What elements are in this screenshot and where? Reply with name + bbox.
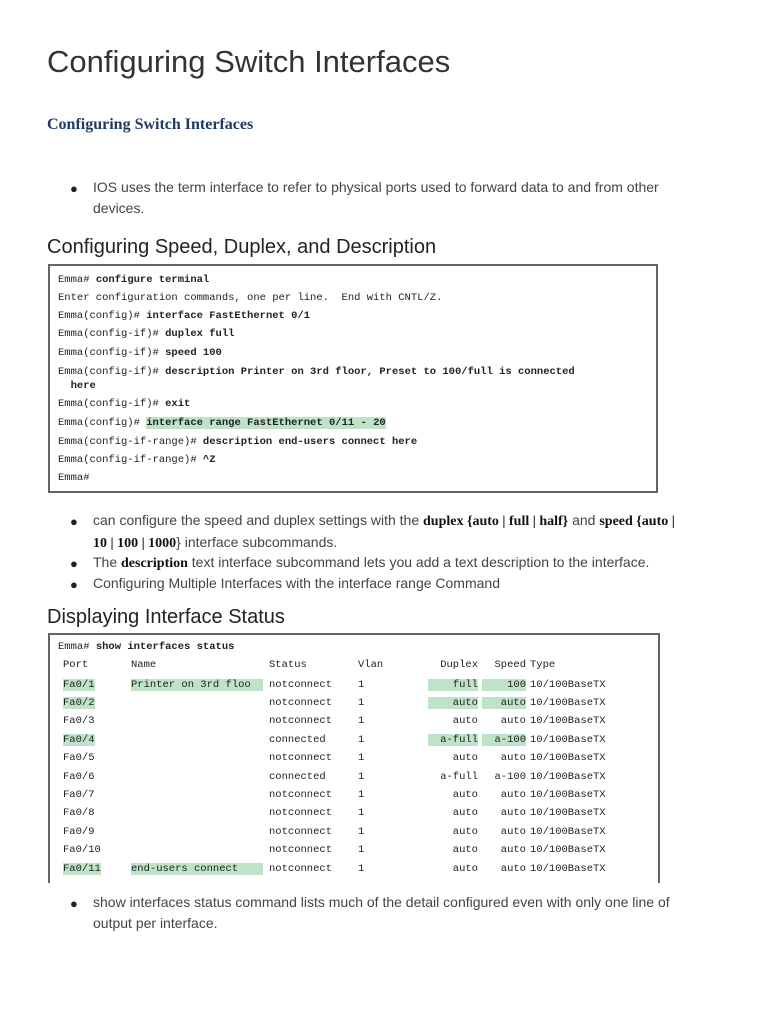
cli-command: here: [58, 380, 96, 392]
show-command-line: [58, 641, 234, 653]
highlighted-command: interface range FastEthernet 0/11 - 20: [146, 417, 386, 429]
speed-cell: a-100: [494, 771, 526, 783]
vlan-cell: 1: [358, 715, 365, 727]
bullet-dot: ●: [70, 514, 78, 529]
config-line: [58, 380, 96, 392]
vlan-cell: 1: [358, 771, 365, 783]
status-cell: notconnect: [269, 844, 333, 856]
column-header: Speed: [494, 659, 526, 671]
bullet-interface-range-text: Configuring Multiple Interfaces with the interface range Command: [93, 575, 500, 591]
vlan-cell: 1: [358, 679, 365, 691]
duplex-cell: a-full: [440, 771, 478, 783]
bullet-dot: ●: [70, 577, 78, 592]
vlan-cell: 1: [358, 807, 365, 819]
cli-prompt: Emma(config-if-range)#: [58, 436, 197, 448]
cli-prompt: Emma(config-if)#: [58, 328, 159, 340]
port-cell: Fa0/11: [63, 863, 101, 875]
column-header: Vlan: [358, 659, 384, 671]
cli-prompt: Emma(config)#: [58, 310, 140, 322]
duplex-cell: auto: [428, 697, 478, 709]
duplex-cell: a-full: [428, 734, 478, 746]
type-cell: 10/100BaseTX: [530, 789, 606, 801]
type-cell: 10/100BaseTX: [530, 771, 606, 783]
bullet-dot: ●: [70, 556, 78, 571]
type-cell: 10/100BaseTX: [530, 679, 606, 691]
duplex-cell: auto: [452, 844, 478, 856]
status-cell: notconnect: [269, 826, 333, 838]
config-line: [58, 454, 216, 466]
port-cell: Fa0/6: [63, 771, 95, 783]
cli-command: show interfaces status: [89, 641, 235, 653]
speed-values: 10 | 100 | 1000: [93, 536, 177, 551]
vlan-cell: 1: [358, 734, 365, 746]
vlan-cell: 1: [358, 789, 365, 801]
config-line: [58, 328, 234, 340]
name-cell: end-users connect: [131, 863, 263, 875]
section-subtitle: Configuring Switch Interfaces: [47, 116, 254, 133]
config-line: [58, 398, 190, 410]
config-line: [58, 436, 417, 448]
config-line: [58, 274, 209, 286]
speed-cell: auto: [482, 697, 526, 709]
name-cell: Printer on 3rd floo: [131, 679, 263, 691]
type-cell: 10/100BaseTX: [530, 752, 606, 764]
section-heading-interface-status: Displaying Interface Status: [47, 606, 285, 628]
text-run: can configure the speed and duplex settings with the: [93, 512, 423, 528]
duplex-cell: auto: [452, 807, 478, 819]
speed-cell: auto: [500, 789, 526, 801]
speed-cell: a-100: [482, 734, 526, 746]
cli-command: ^Z: [196, 454, 216, 466]
speed-cell: auto: [500, 715, 526, 727]
text-run: and: [568, 512, 600, 528]
cli-prompt: Emma(config-if)#: [58, 398, 159, 410]
show-interfaces-text: [93, 892, 733, 934]
bullet-dot: ●: [70, 181, 78, 196]
vlan-cell: 1: [358, 844, 365, 856]
config-line: Enter configuration commands, one per line. End with CNTL/Z.: [58, 292, 443, 304]
cli-prompt: Emma(config-if-range)#: [58, 454, 197, 466]
cli-prompt: Emma#: [58, 641, 90, 653]
port-cell: Fa0/1: [63, 679, 95, 691]
config-line: [58, 310, 310, 322]
port-cell: Fa0/2: [63, 697, 95, 709]
type-cell: 10/100BaseTX: [530, 697, 606, 709]
speed-cell: auto: [500, 826, 526, 838]
cli-prompt: Emma(config)#: [58, 417, 140, 429]
vlan-cell: 1: [358, 752, 365, 764]
text-run: text interface subcommand lets you add a text description to the interface.: [187, 554, 650, 570]
text-run: } interface subcommands.: [176, 534, 338, 550]
cli-command: interface FastEthernet 0/1: [139, 310, 311, 322]
cli-command: description Printer on 3rd floor, Preset to 100/full is connected: [158, 366, 575, 378]
cli-prompt: Emma#: [58, 274, 90, 286]
duplex-cell: full: [428, 679, 478, 691]
interface-status-terminal-box: [48, 633, 660, 883]
config-line: [58, 417, 386, 429]
speed-cell: auto: [500, 752, 526, 764]
text-line-1: show interfaces status command lists much of the detail configured even with only one line of: [93, 894, 670, 910]
duplex-cell: auto: [452, 752, 478, 764]
vlan-cell: 1: [358, 826, 365, 838]
port-cell: Fa0/7: [63, 789, 95, 801]
column-header: Name: [131, 659, 157, 671]
config-line: [58, 347, 222, 359]
text-run: The: [93, 554, 122, 570]
section-heading-speed-duplex: Configuring Speed, Duplex, and Description: [47, 236, 437, 258]
port-cell: Fa0/3: [63, 715, 95, 727]
cli-prompt: Emma(config-if)#: [58, 347, 159, 359]
config-line: [58, 366, 575, 378]
page-title: Configuring Switch Interfaces: [47, 44, 451, 79]
column-header: Status: [269, 659, 307, 671]
type-cell: 10/100BaseTX: [530, 844, 606, 856]
text-line-2: output per interface.: [93, 915, 218, 931]
config-line: Emma#: [58, 472, 90, 484]
status-cell: connected: [269, 734, 326, 746]
port-cell: Fa0/5: [63, 752, 95, 764]
type-cell: 10/100BaseTX: [530, 863, 606, 875]
duplex-cell: auto: [452, 863, 478, 875]
status-cell: connected: [269, 771, 326, 783]
column-header: Duplex: [440, 659, 478, 671]
vlan-cell: 1: [358, 697, 365, 709]
cli-command: description end-users connect here: [196, 436, 418, 448]
status-cell: notconnect: [269, 715, 333, 727]
cli-command: configure terminal: [89, 274, 210, 286]
status-cell: notconnect: [269, 752, 333, 764]
description-keyword: description: [121, 556, 188, 571]
type-cell: 10/100BaseTX: [530, 715, 606, 727]
status-cell: notconnect: [269, 789, 333, 801]
duplex-cell: auto: [452, 789, 478, 801]
intro-text: [93, 177, 733, 219]
bullet-speed-duplex-text: [93, 510, 733, 554]
column-header: Type: [530, 659, 556, 671]
type-cell: 10/100BaseTX: [530, 826, 606, 838]
port-cell: Fa0/4: [63, 734, 95, 746]
column-header: Port: [63, 659, 89, 671]
bullet-dot: ●: [70, 896, 78, 911]
status-cell: notconnect: [269, 679, 333, 691]
status-cell: notconnect: [269, 697, 333, 709]
duplex-cell: auto: [452, 715, 478, 727]
speed-cell: 100: [482, 679, 526, 691]
speed-keyword: speed: [599, 514, 633, 529]
intro-line-2: devices.: [93, 200, 145, 216]
config-terminal-box: [48, 264, 658, 493]
port-cell: Fa0/10: [63, 844, 101, 856]
type-cell: 10/100BaseTX: [530, 734, 606, 746]
speed-cell: auto: [500, 863, 526, 875]
duplex-syntax: duplex {auto | full | half}: [423, 514, 569, 529]
cli-command: speed 100: [158, 347, 222, 359]
speed-syntax: {auto |: [632, 514, 675, 529]
duplex-cell: auto: [452, 826, 478, 838]
vlan-cell: 1: [358, 863, 365, 875]
cli-prompt: Emma(config-if)#: [58, 366, 159, 378]
intro-line-1: IOS uses the term interface to refer to physical ports used to forward data to and from other: [93, 179, 659, 195]
cli-command: [140, 417, 386, 429]
status-cell: notconnect: [269, 807, 333, 819]
speed-cell: auto: [500, 844, 526, 856]
port-cell: Fa0/9: [63, 826, 95, 838]
bullet-description-text: [93, 552, 733, 574]
cli-command: exit: [158, 398, 191, 410]
status-cell: notconnect: [269, 863, 333, 875]
cli-command: duplex full: [158, 328, 235, 340]
type-cell: 10/100BaseTX: [530, 807, 606, 819]
speed-cell: auto: [500, 807, 526, 819]
port-cell: Fa0/8: [63, 807, 95, 819]
